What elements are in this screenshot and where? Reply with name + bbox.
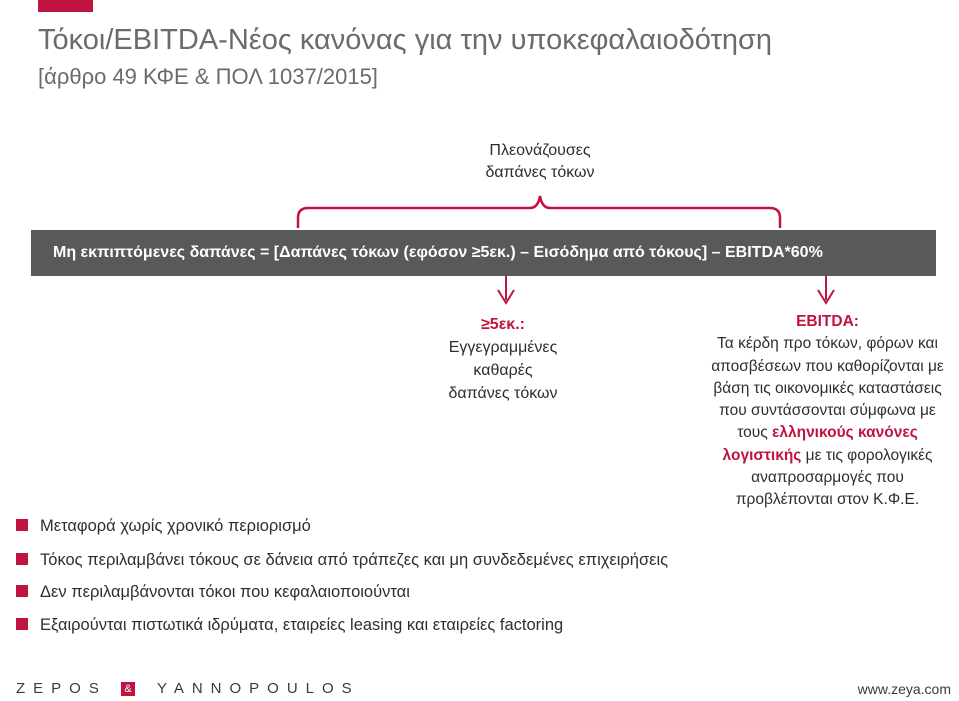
ebitda-line3: βάση τις οικονομικές καταστάσεις (713, 379, 942, 397)
ebitda-heading: EBITDA: (796, 313, 859, 330)
bullet-item: Τόκος περιλαμβάνει τόκους σε δάνεια από τράπεζες και μη συνδεδεμένες επιχειρήσεις (16, 551, 668, 570)
bullet-item: Δεν περιλαμβάνονται τόκοι που κεφαλαιοποιούνται (16, 583, 410, 602)
bullet-square-icon (16, 585, 28, 597)
ebitda-line4: που συντάσσονται σύμφωνα με (719, 402, 936, 420)
footer-logo (16, 680, 360, 697)
ebitda-line5-pre: τους (737, 424, 772, 442)
ebitda-line6-post: με τις φορολογικές (801, 446, 933, 464)
ebitda-line2: αποσβέσεων που καθορίζονται με (711, 357, 944, 375)
threshold-value: ≥5εκ.: (481, 316, 525, 333)
ebitda-line5 (680, 422, 959, 444)
footer-url[interactable]: www.zeya.com (857, 681, 951, 697)
bullet-square-icon (16, 519, 28, 531)
logo-left: ZEPOS (16, 680, 107, 697)
ebitda-line6 (680, 445, 959, 467)
threshold-box (408, 313, 598, 405)
brace-label-line1: Πλεονάζουσες (489, 142, 591, 159)
logo-amp: & (121, 682, 135, 696)
logo-right: YANNOPOULOS (156, 680, 360, 697)
page-title: Τόκοι/EBITDA-Νέος κανόνας για την υποκεφαλαιοδότηση (38, 24, 773, 56)
threshold-line1: Εγγεγραμμένες (448, 339, 558, 356)
ebitda-line8: προβλέπονται στον Κ.Φ.Ε. (735, 491, 920, 509)
threshold-line3: δαπάνες τόκων (448, 385, 558, 402)
bullet-square-icon (16, 553, 28, 565)
page-subtitle: [άρθρο 49 ΚΦΕ & ΠΟΛ 1037/2015] (38, 64, 378, 89)
threshold-line2: καθαρές (473, 362, 533, 379)
bullet-item: Εξαιρούνται πιστωτικά ιδρύματα, εταιρείες leasing και εταιρείες factoring (16, 616, 563, 635)
brace-label-line2: δαπάνες τόκων (485, 164, 595, 181)
bullet-item: Μεταφορά χωρίς χρονικό περιορισμό (16, 517, 311, 536)
ebitda-box (680, 311, 959, 512)
arrow-down-right-icon (818, 276, 834, 303)
ebitda-line6-highlight: λογιστικής (722, 446, 802, 464)
bullet-square-icon (16, 618, 28, 630)
ebitda-line7: αναπροσαρμογές που (751, 469, 904, 487)
arrow-down-left-icon (498, 276, 514, 303)
ebitda-line5-highlight: ελληνικούς κανόνες (772, 424, 918, 442)
ebitda-line1: Τα κέρδη προ τόκων, φόρων και (717, 335, 938, 353)
formula-text: Μη εκπιπτόμενες δαπάνες = [Δαπάνες τόκων (εφόσον ≥5εκ.) – Εισόδημα από τόκους] – EBITDA*60% (53, 244, 823, 261)
